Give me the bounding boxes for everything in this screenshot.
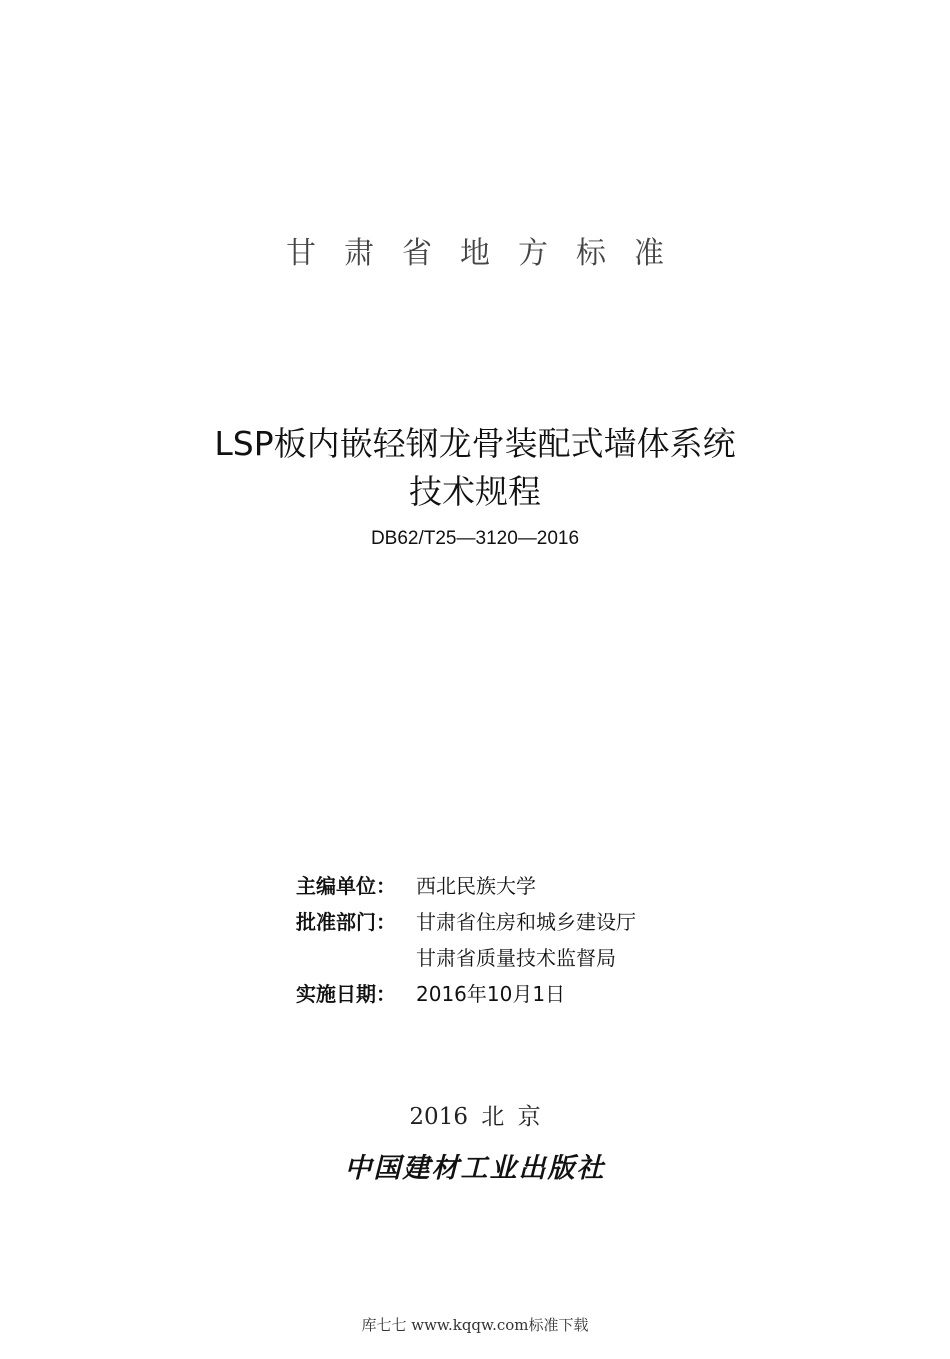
approver-row xyxy=(296,904,636,940)
approver-label: 批准部门： xyxy=(296,910,396,934)
standard-type-heading: 甘肃省地方标准 xyxy=(286,236,692,271)
approver-value-1: 甘肃省住房和城乡建设厅 xyxy=(416,910,636,934)
date-row xyxy=(296,976,636,1012)
editor-label: 主编单位： xyxy=(296,874,396,898)
publication-place-year: 2016 北 京 xyxy=(409,1104,541,1130)
standard-code: DB62/T25—3120—2016 xyxy=(370,528,580,549)
publisher-name: 中国建材工业出版社 xyxy=(344,1153,606,1184)
info-block xyxy=(296,868,636,1012)
footer-watermark: 库七七 www.kqqw.com标准下载 xyxy=(361,1316,589,1334)
document-title-line2: 技术规程 xyxy=(409,472,541,511)
date-value: 2016年10月1日 xyxy=(416,982,566,1006)
editor-row xyxy=(296,868,636,904)
editor-value: 西北民族大学 xyxy=(416,874,536,898)
approver-row-2 xyxy=(296,940,636,976)
approver-value-2: 甘肃省质量技术监督局 xyxy=(416,946,616,970)
date-label: 实施日期： xyxy=(296,982,396,1006)
document-title-line1: LSP板内嵌轻钢龙骨装配式墙体系统 xyxy=(214,424,736,463)
